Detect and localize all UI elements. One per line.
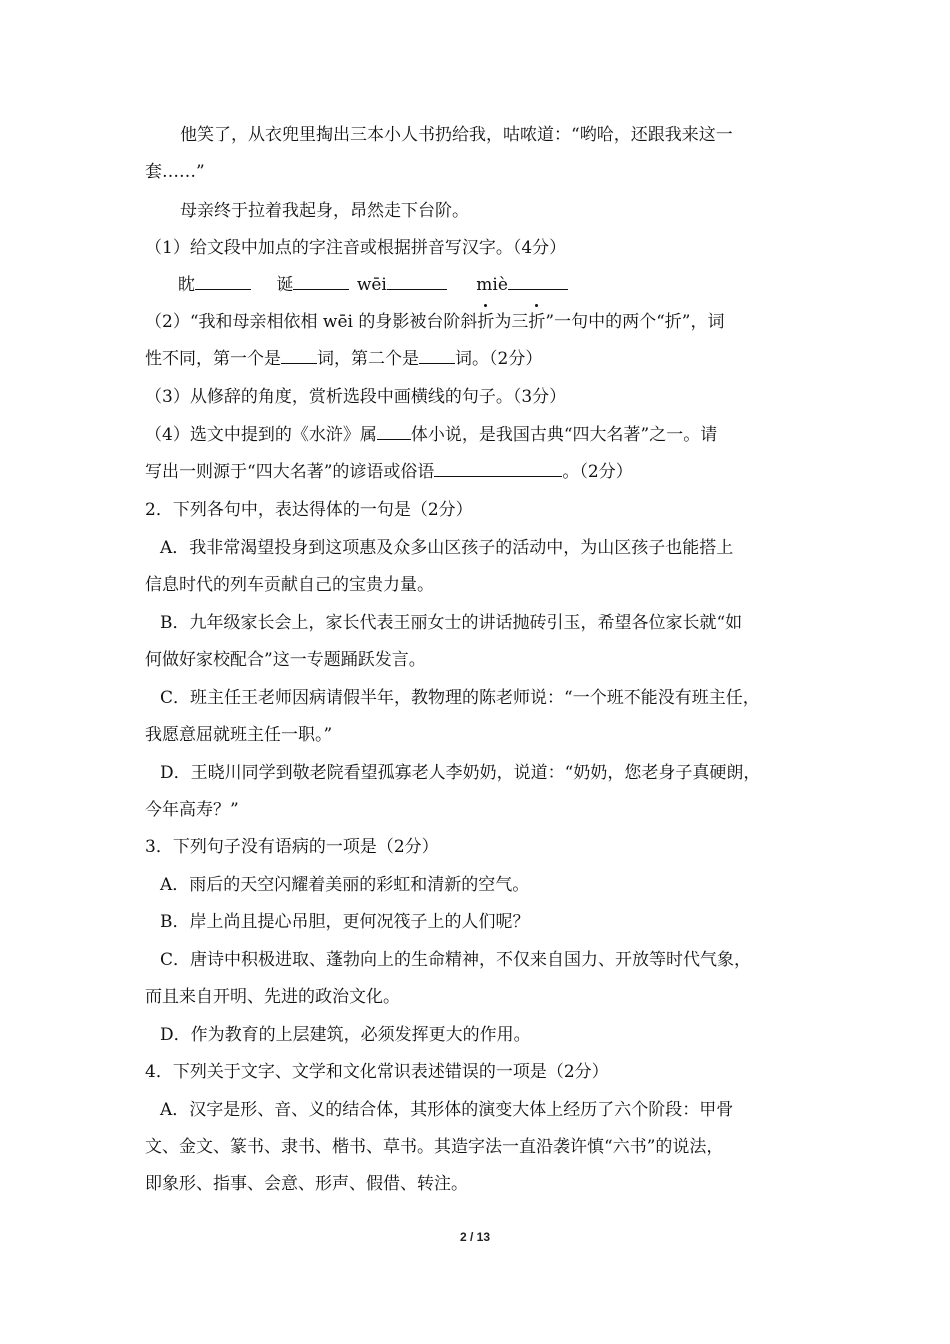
q1-sub3: （3）从修辞的角度，赏析选段中画横线的句子。（3分） bbox=[145, 387, 567, 407]
q2-option-c: C．班主任王老师因病请假半年，教物理的陈老师说：“一个班不能没有班主任， bbox=[160, 688, 760, 708]
q3-stem: 3．下列句子没有语病的一项是（2分） bbox=[145, 837, 439, 857]
answer-blank[interactable] bbox=[293, 273, 349, 290]
text-span: （2）“我和母亲相依相 wēi 的身影被台阶斜 bbox=[145, 312, 478, 332]
q4-option-a-cont: 文、金文、篆书、隶书、楷书、草书。其造字法一直沿袭许慎“六书”的说法， bbox=[145, 1137, 724, 1157]
q2-option-a-cont: 信息时代的列车贡献自己的宝贵力量。 bbox=[145, 575, 434, 595]
answer-blank[interactable] bbox=[195, 273, 251, 290]
q3-option-c: C．唐诗中积极进取、蓬勃向上的生命精神，不仅来自国力、开放等时代气象， bbox=[160, 950, 752, 970]
passage-line: 母亲终于拉着我起身，昂然走下台阶。 bbox=[180, 201, 469, 221]
q2-option-b-cont: 何做好家校配合”这一专题踊跃发言。 bbox=[145, 650, 426, 670]
q1-sub2-line1 bbox=[145, 310, 815, 334]
text-span: 体小说，是我国古典“四大名著”之一。请 bbox=[410, 425, 718, 445]
q2-stem: 2．下列各句中，表达得体的一句是（2分） bbox=[145, 500, 473, 520]
text-span: 词，第二个是 bbox=[317, 349, 419, 369]
passage-line: 套……” bbox=[145, 162, 205, 182]
text-span: （4）选文中提到的《水浒》属 bbox=[145, 425, 377, 445]
answer-blank[interactable] bbox=[377, 423, 411, 440]
answer-blank[interactable] bbox=[434, 460, 562, 477]
passage-line: 他笑了，从衣兜里掏出三本小人书扔给我，咕哝道：“哟哈，还跟我来这一 bbox=[180, 125, 733, 145]
answer-blank[interactable] bbox=[508, 273, 568, 290]
text-span: 写出一则源于“四大名著”的谚语或俗语 bbox=[145, 462, 435, 482]
text-span: 词。（2分） bbox=[455, 349, 543, 369]
q4-stem: 4．下列关于文字、文学和文化常识表述错误的一项是（2分） bbox=[145, 1062, 609, 1082]
q1-sub1: （1）给文段中加点的字注音或根据拼音写汉字。（4分） bbox=[145, 238, 567, 258]
q2-option-b: B．九年级家长会上，家长代表王丽女士的讲话抛砖引玉，希望各位家长就“如 bbox=[160, 613, 743, 633]
text-span: 。（2分） bbox=[562, 462, 633, 482]
dotted-char: 折 bbox=[528, 312, 546, 332]
text-span: 性不同，第一个是 bbox=[145, 349, 281, 369]
dotted-char: 折 bbox=[477, 312, 495, 332]
answer-blank[interactable] bbox=[387, 273, 447, 290]
text-span: 为三 bbox=[494, 312, 529, 332]
page-number: 2 / 13 bbox=[459, 1230, 491, 1244]
q3-option-a: A．雨后的天空闪耀着美丽的彩虹和清新的空气。 bbox=[160, 875, 530, 895]
q4-option-a-cont2: 即象形、指事、会意、形声、假借、转注。 bbox=[145, 1174, 468, 1194]
q1-sub4-line1 bbox=[145, 423, 815, 447]
q2-option-d: D．王晓川同学到敬老院看望孤寡老人李奶奶，说道：“奶奶，您老身子真硬朗， bbox=[160, 763, 761, 783]
fill-item-3: wēi bbox=[356, 275, 387, 295]
q2-option-d-cont: 今年高寿？” bbox=[145, 800, 239, 820]
q3-option-d: D．作为教育的上层建筑，必须发挥更大的作用。 bbox=[160, 1025, 531, 1045]
q3-option-c-cont: 而且来自开明、先进的政治文化。 bbox=[145, 987, 400, 1007]
answer-blank[interactable] bbox=[281, 347, 317, 364]
q3-option-b: B．岸上尚且提心吊胆，更何况筏子上的人们呢？ bbox=[160, 912, 530, 932]
q1-fill-row bbox=[178, 273, 848, 297]
fill-item-2: 诞 bbox=[276, 275, 294, 295]
answer-blank[interactable] bbox=[419, 347, 455, 364]
q4-option-a: A．汉字是形、音、义的结合体，其形体的演变大体上经历了六个阶段：甲骨 bbox=[160, 1100, 734, 1120]
q1-sub2-line2 bbox=[145, 347, 815, 371]
q2-option-a: A．我非常渴望投身到这项惠及众多山区孩子的活动中，为山区孩子也能搭上 bbox=[160, 538, 734, 558]
text-span: ”一句中的两个“折”，词 bbox=[545, 312, 725, 332]
q1-sub4-line2 bbox=[145, 460, 815, 484]
fill-item-4: miè bbox=[476, 275, 508, 295]
fill-item-1: 眈 bbox=[178, 275, 195, 295]
q2-option-c-cont: 我愿意屈就班主任一职。” bbox=[145, 725, 333, 745]
